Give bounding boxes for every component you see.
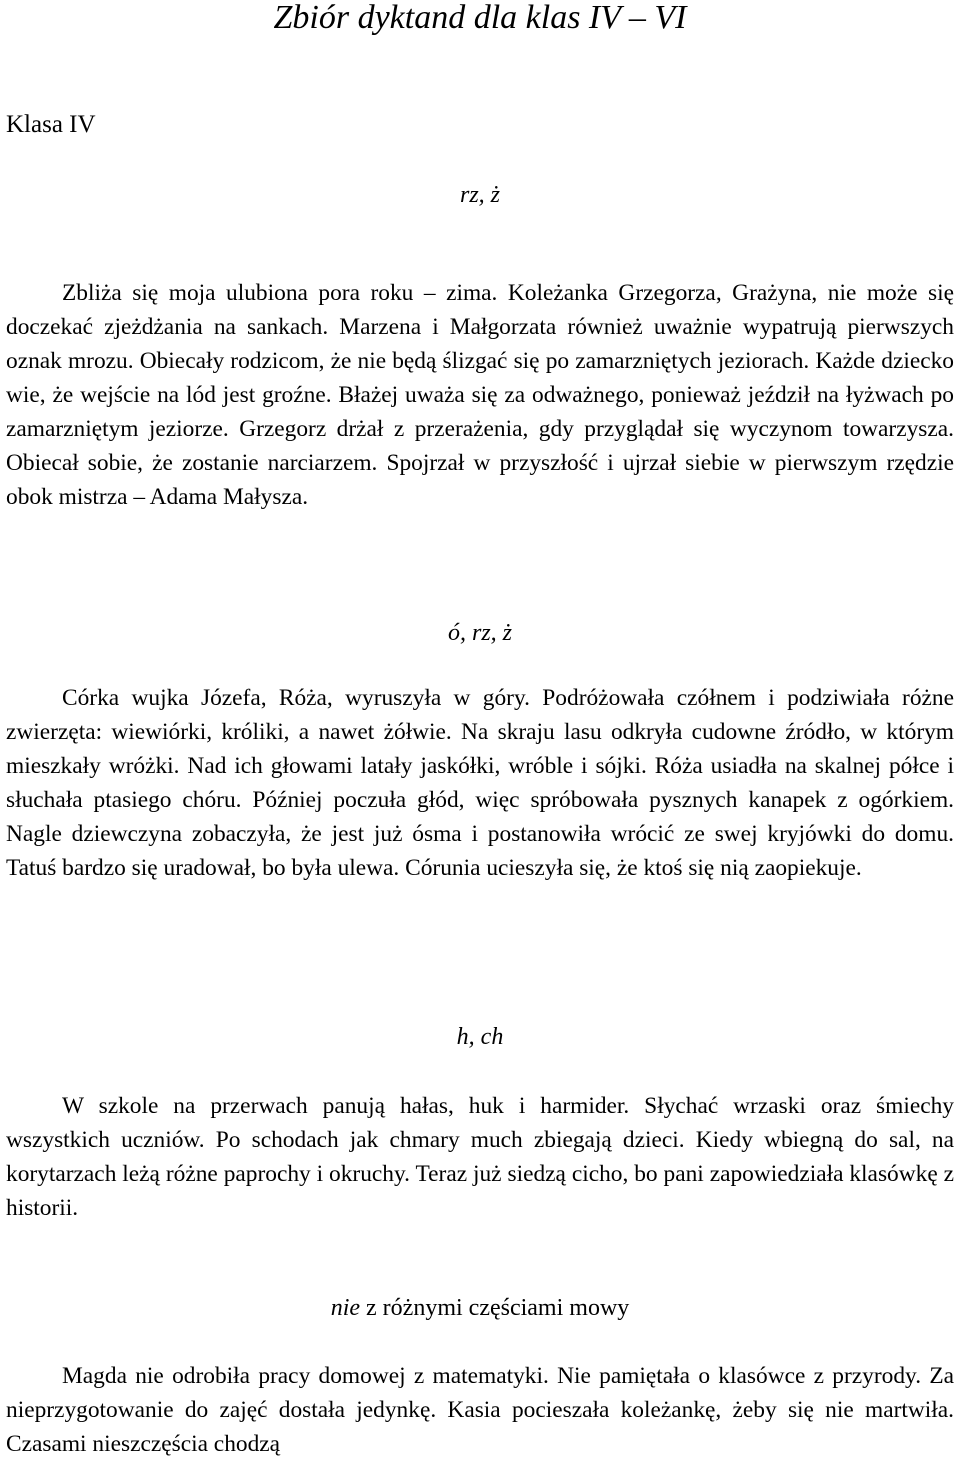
section-heading-text: rz, ż <box>459 182 501 208</box>
section-heading-rest: z różnymi częściami mowy <box>360 1295 630 1321</box>
section-heading-italic: nie <box>330 1295 361 1321</box>
section-heading-h-ch <box>0 1022 960 1052</box>
dictation-text-nie: Magda nie odrobiła pracy domowej z matematyki. Nie pamiętała o klasówce z przyrody. Za nieprzygotowanie do zajęć dostała jedynkę. Kasia pocieszała koleżankę, żeby się nie martwiła. Czasami nieszczęścia chodzą <box>6 1363 954 1457</box>
document-title: Zbiór dyktand dla klas IV – VI <box>273 0 687 36</box>
class-heading: Klasa IV <box>6 111 96 138</box>
section-heading-text: ó, rz, ż <box>447 620 513 646</box>
section-heading-o-rz-z <box>0 618 960 648</box>
section-heading-nie <box>0 1293 960 1323</box>
dictation-text-h-ch: W szkole na przerwach panują hałas, huk i harmider. Słychać wrzaski oraz śmiechy wszystkich uczniów. Po schodach jak chmary much zbiegają dzieci. Kiedy wbiegną do sal, na korytarzach leżą różne paprochy i okruchy. Teraz już siedzą cicho, bo pani zapowiedziała klasówkę z historii. <box>6 1093 954 1221</box>
section-heading-rz-z <box>0 180 960 210</box>
dictation-text-rz-z: Zbliża się moja ulubiona pora roku – zima. Koleżanka Grzegorza, Grażyna, nie może się doczekać zjeżdżania na sankach. Marzena i Małgorzata również uważnie wypatrują pierwszych oznak mrozu. Obiecały rodzicom, że nie będą ślizgać się po zamarzniętych jeziorach. Każde dziecko wie, że wejście na lód jest groźne. Błażej uważa się za odważnego, ponieważ jeździł na łyżwach po zamarzniętym jeziorze. Grzegorz drżał z przerażenia, gdy przyglądał się wyczynom towarzysza. Obiecał sobie, że zostanie narciarzem. Spojrzał w przyszłość i ujrzał siebie w pierwszym rzędzie obok mistrza – Adama Małysza. <box>6 280 954 510</box>
section-heading-text: h, ch <box>456 1024 504 1050</box>
dictation-text-o-rz-z: Córka wujka Józefa, Róża, wyruszyła w góry. Podróżowała czółnem i podziwiała różne zwierzęta: wiewiórki, króliki, a nawet żółwie. Na skraju lasu odkryła cudowne źródło, w którym mieszkały wróżki. Nad ich głowami latały jaskółki, wróble i sójki. Róża usiadła na skalnej półce i słuchała ptasiego chóru. Później poczuła głód, więc spróbowała pysznych kanapek z ogórkiem. Nagle dziewczyna zobaczyła, że jest już ósma i postanowiła wrócić ze swej kryjówki do domu. Tatuś bardzo się uradował, bo była ulewa. Córunia ucieszyła się, że ktoś się nią zaopiekuje. <box>6 685 954 881</box>
